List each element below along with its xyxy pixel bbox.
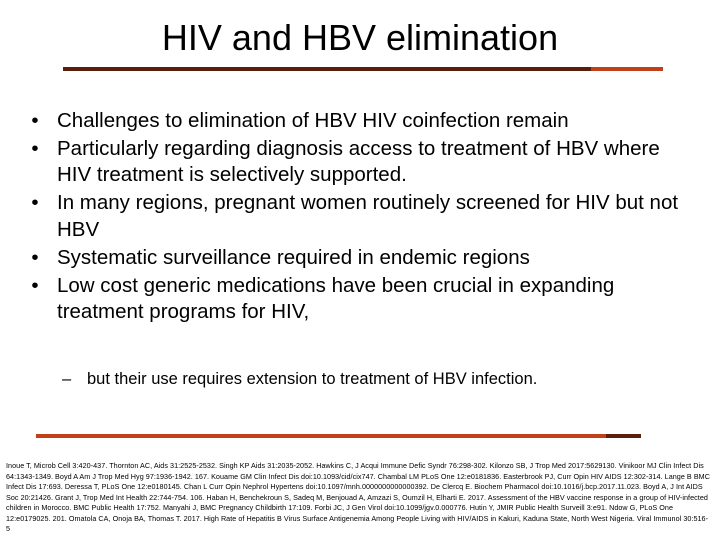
bullet-text: Particularly regarding diagnosis access to treatment of HBV where HIV treatment is selectively supported. — [57, 136, 660, 187]
bullet-text: Systematic surveillance required in endemic regions — [57, 245, 530, 269]
bullet-item — [28, 136, 688, 189]
bullet-item — [28, 190, 688, 243]
title-divider — [63, 67, 663, 71]
bullet-text: Low cost generic medications have been crucial in expanding treatment programs for HIV, — [57, 273, 615, 324]
slide-title: HIV and HBV elimination — [161, 17, 559, 58]
bullet-item — [28, 245, 688, 272]
bullet-marker: • — [31, 191, 39, 215]
sub-bullet-marker: – — [62, 370, 72, 388]
bullet-marker: • — [31, 109, 39, 132]
bullet-list — [28, 108, 688, 327]
bullet-marker: • — [31, 273, 39, 297]
bullet-text: In many regions, pregnant women routinely screened for HIV but not HBV — [57, 191, 679, 241]
bullet-marker: • — [31, 136, 39, 160]
bottom-divider — [36, 434, 641, 438]
sub-bullet — [62, 368, 702, 390]
bullet-text: Challenges to elimination of HBV HIV coinfection remain — [57, 109, 569, 132]
references-text: Inoue T, Microb Cell 3:420-437. Thornton AC, Aids 31:2525-2532. Singh KP Aids 31:2035-2052. Hawkins C, J Acqui Immune Defic Syndr 76:298-302. Kilonzo SB, J Trop Med 2017:5629130. Vinikoor MJ Clin Infect Dis 64:1343-1349. Boyd A Am J Trop Med Hyg 97:1936-1942. 167. Kouame GM Clin Infect Dis doi:10.1093/cid/cix747. Chambal LM PLoS One 12:e0181836. Easterbrook PJ, Curr Opin HIV AIDS 12:302-314. Lange B BMC Infect Dis 17:693. Deressa T, PLoS One 12:e0180145. Chan L Curr Opin Nephrol Hypertens doi:10.1097/mnh.0000000000000392. De Clercq E. Biochem Pharmacol doi:10.1016/j.bcp.2017.11.023. Boyd A, J Int AIDS Soc 20:21426. Grant J, Trop Med Int Health 22:744-754. 106. Haban H, Benchekroun S, Sadeq M, Benjouad A, Amzazi S, Oumzil H, Elharti E. 2017. Assessment of the HBV vaccine response in a group of HIV-infected children in Morocco. BMC Public Health 17:752. Manyahi J, BMC Pregnancy Childbirth 17:109. Forbi JC, J Gen Virol doi:10.1099/jgv.0.000776. Hutin Y, JMIR Public Health Surveill 3:e91. Ndow G, PLoS One 12:e0179025. 201. Omatola CA, Onoja BA, Thomas T. 2017. High Rate of Hepatitis B Virus Surface Antigenemia Among People Living with HIV/AIDS in Kakuri, Kaduna State, North West Nigeria. Viral Immunol 30:516-5 — [6, 461, 710, 533]
bullet-item — [28, 108, 688, 135]
bullet-marker: • — [31, 245, 39, 269]
bullet-item — [28, 273, 688, 326]
sub-bullet-text: but their use requires extension to treatment of HBV infection. — [87, 370, 538, 388]
